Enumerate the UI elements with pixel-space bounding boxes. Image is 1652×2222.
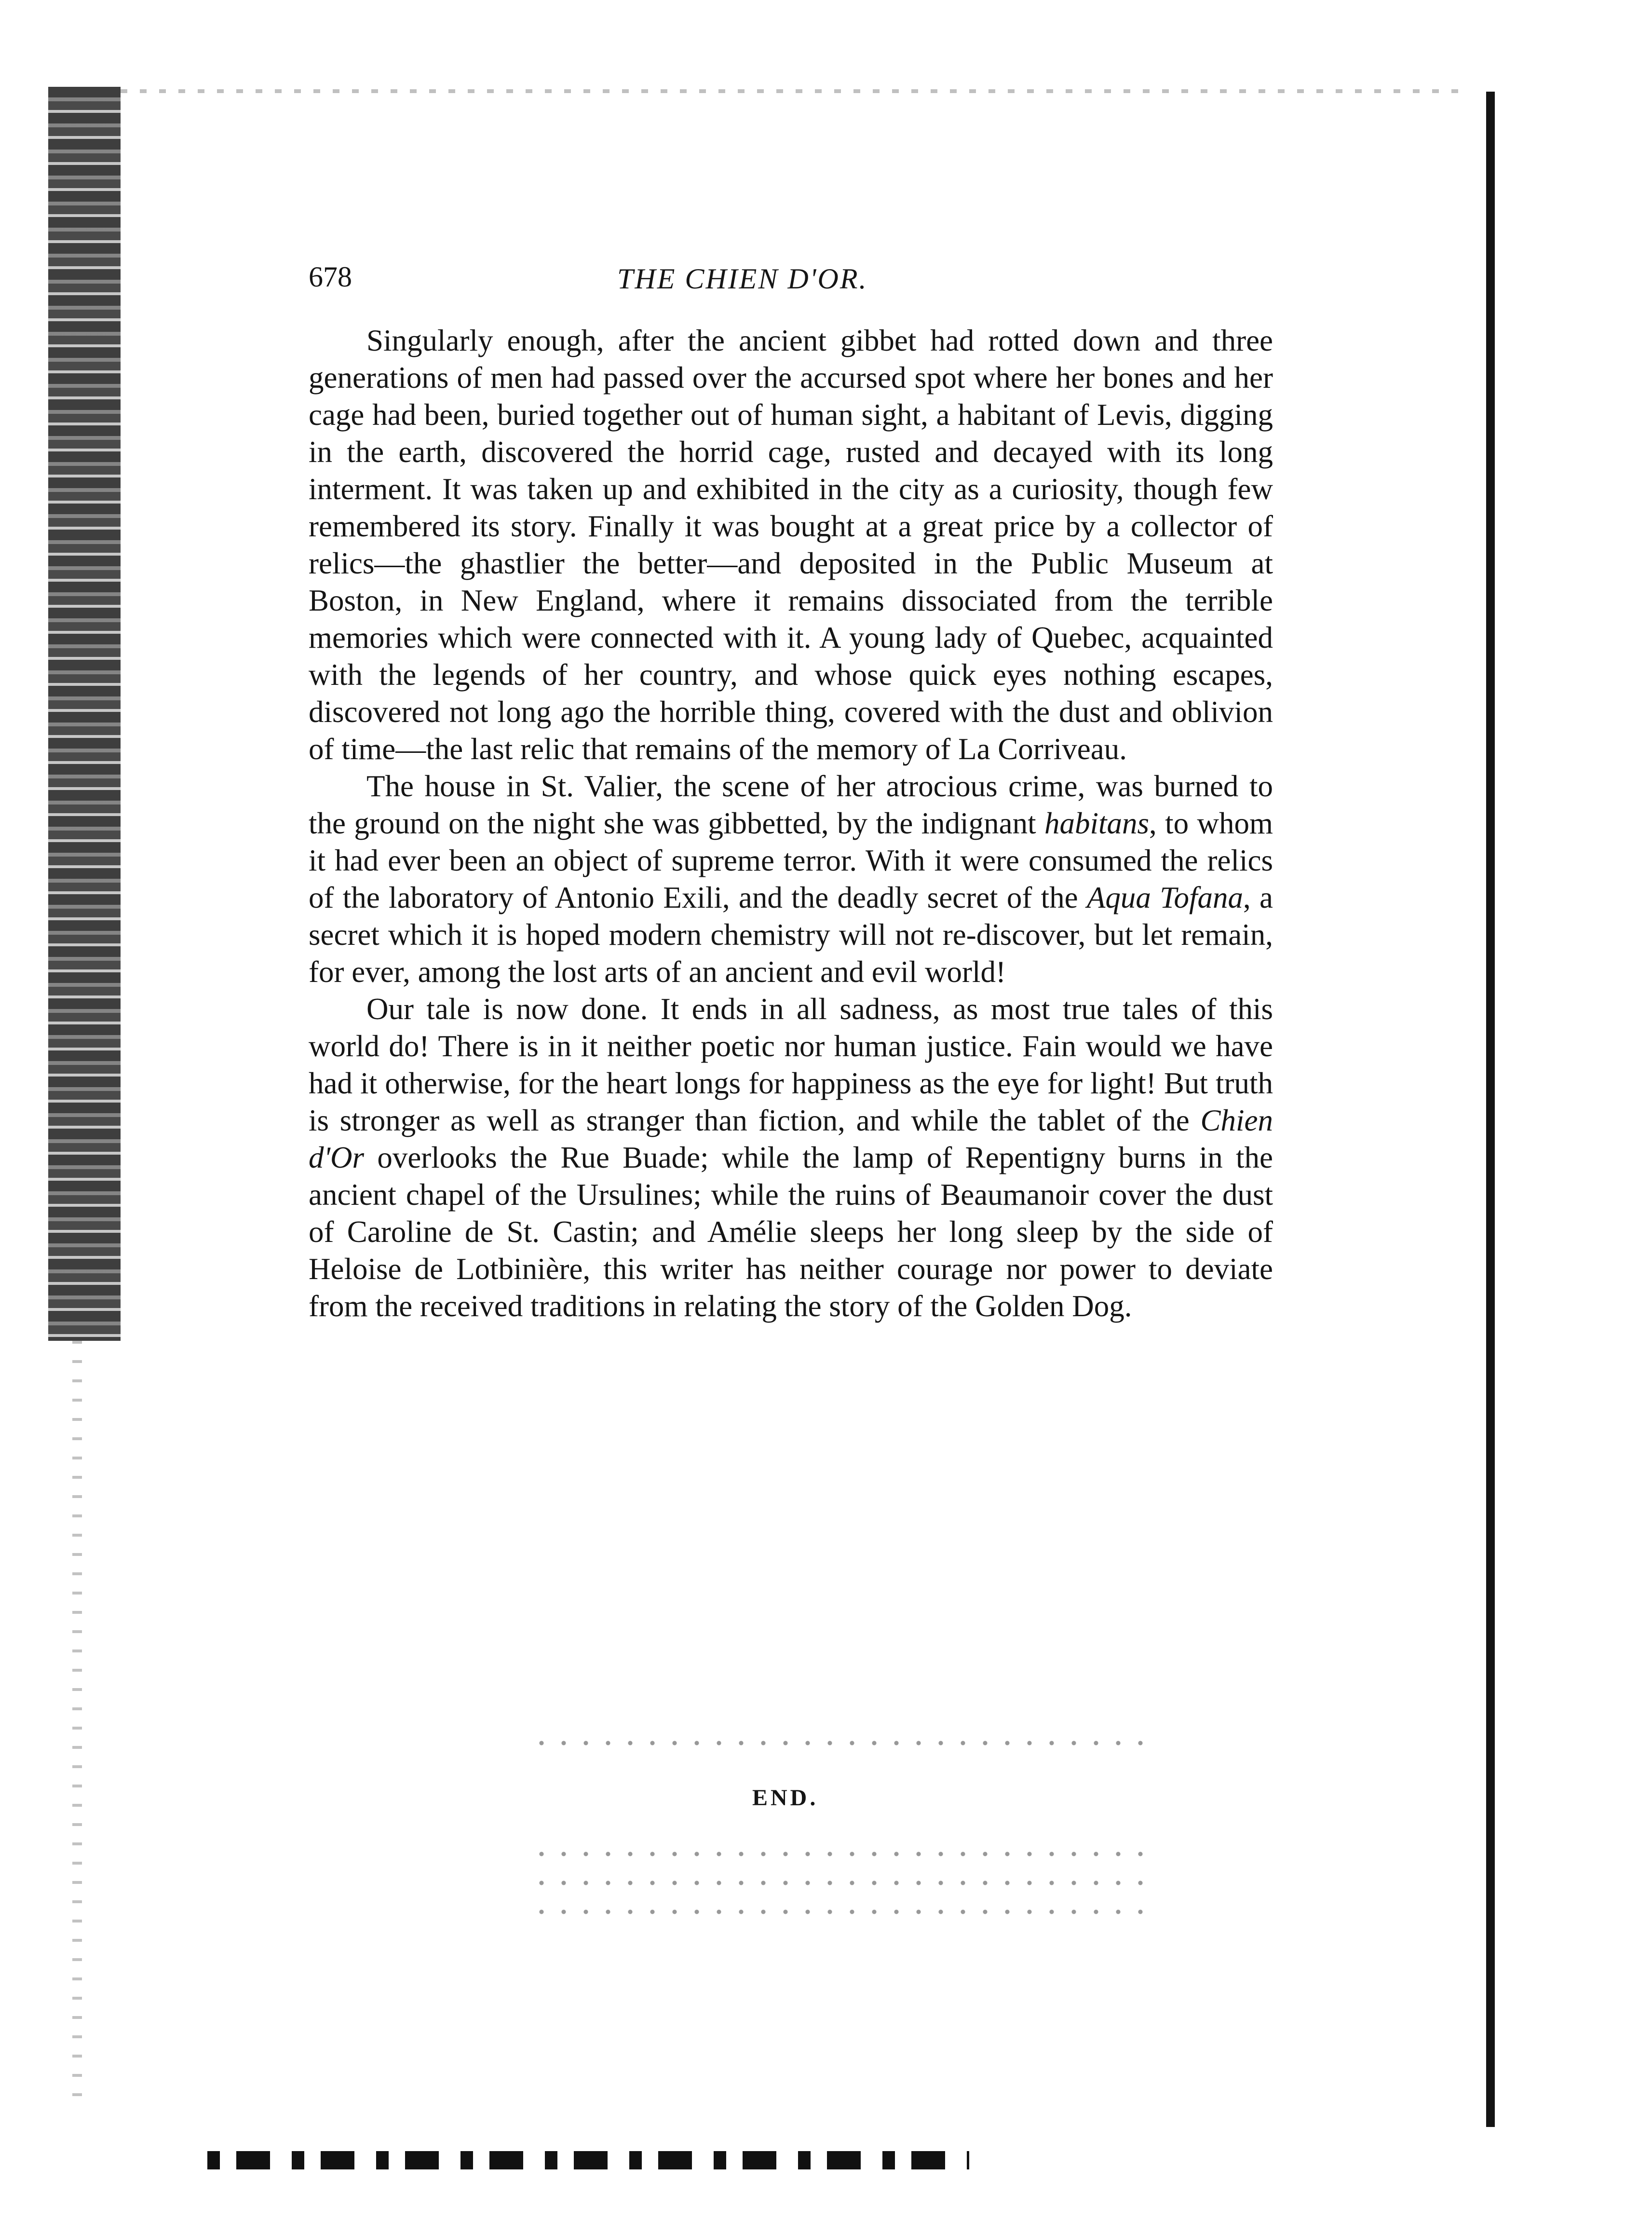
scan-edge-top [121, 89, 1471, 93]
paragraph-text: overlooks the Rue Buade; while the lamp of Repentigny burns in the ancient chapel of the Ursulines; while the ruins of Beaumanoir cover the dust of Caroline de St. Castin; and Amélie sleeps her long sleep by the side of Heloise de Lotbinière, this writer has neither courage nor power to deviate from the received traditions in relating the story of the Golden Dog. [309, 1141, 1273, 1323]
italic-term-chien-dor: Chien d'Or [309, 1104, 1273, 1174]
text-body [309, 322, 1273, 1325]
paragraph [309, 768, 1273, 991]
paragraph-text: Singularly enough, after the ancient gibbet had rotted down and three generations of men had passed over the accursed spot where her bones and her cage had been, buried together out of human sight, a habitant of Levis, digging in the earth, discovered the horrid cage, rusted and decayed with its long interment. It was taken up and exhibited in the city as a curiosity, though few remembered its story. Finally it was bought at a great price by a collector of relics—the ghastlier the better—and deposited in the Public Museum at Boston, in New England, where it remains dissociated from the terrible memories which were connected with it. A young lady of Quebec, acquainted with the legends of her country, and whose quick eyes nothing escapes, discovered not long ago the horrible thing, covered with the dust and oblivion of time—the last relic that remains of the memory of La Corriveau. [309, 324, 1273, 766]
scan-edge-bottom [207, 2151, 969, 2169]
ornament-dots [530, 1736, 1157, 1750]
running-title: THE CHIEN D'OR. [617, 263, 868, 295]
paragraph-text: Our tale is now done. It ends in all sadness, as most true tales of this world do! There is in it neither poetic nor human justice. Fain would we have had it otherwise, for the heart longs for happiness as the eye for light! But truth is stronger as well as stranger than fiction, and while the tablet of the [309, 992, 1273, 1137]
paragraph [309, 322, 1273, 768]
scan-edge-left [48, 87, 121, 1341]
ornament-dots [530, 1876, 1157, 1890]
paragraph [309, 991, 1273, 1325]
italic-term-aqua-tofana: Aqua Tofana [1086, 881, 1243, 914]
ornament-dots [530, 1847, 1157, 1861]
scan-edge-left-lower [72, 1341, 82, 2113]
italic-term-habitans: habitans [1044, 806, 1150, 840]
ornament-dots [530, 1905, 1157, 1919]
paragraph-text: The house in St. Valier, the scene of her atrocious crime, was burned to the ground on the night she was gibbetted, by the indignant [309, 769, 1273, 840]
paragraph-text: , a secret which it is hoped modern chemistry will not re-discover, but let remain, for ever, among the lost arts of an ancient and evil world! [309, 881, 1273, 989]
end-mark: END. [752, 1785, 819, 1811]
scan-edge-right [1486, 92, 1495, 2127]
paragraph-text: , to whom it had ever been an object of supreme terror. With it were consumed the relics of the laboratory of Antonio Exili, and the deadly secret of the [309, 806, 1273, 914]
page-number: 678 [309, 261, 352, 293]
book-page [309, 260, 1273, 1325]
running-head [309, 260, 1273, 304]
